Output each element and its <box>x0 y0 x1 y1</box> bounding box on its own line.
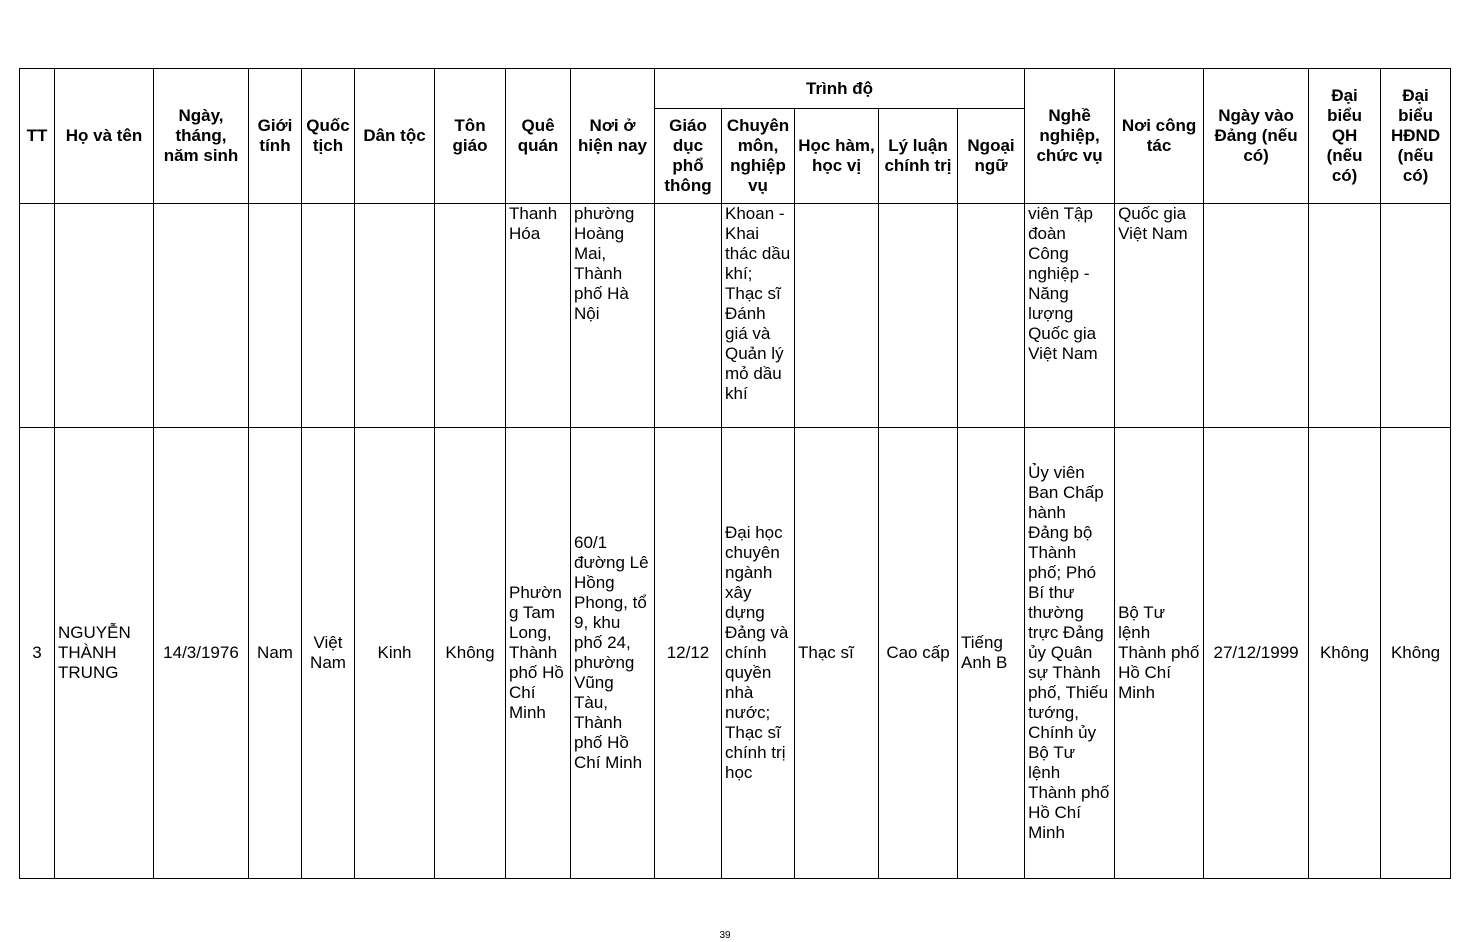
header-tt: TT <box>20 69 55 204</box>
cell-giao-duc-cont <box>655 204 722 428</box>
cell-ngoai-ngu: Tiếng Anh B <box>958 427 1025 878</box>
header-giao-duc: Giáo dục phổ thông <box>655 109 722 204</box>
cell-ton-giao: Không <box>435 427 506 878</box>
cell-dan-toc: Kinh <box>355 427 435 878</box>
header-ngoai-ngu: Ngoại ngữ <box>958 109 1025 204</box>
page-number: 39 <box>719 930 731 941</box>
cell-que-quan: Phường Tam Long, Thành phố Hồ Chí Minh <box>506 427 571 878</box>
cell-ho-va-ten-cont <box>55 204 154 428</box>
header-dan-toc: Dân tộc <box>355 69 435 204</box>
cell-hoc-ham: Thạc sĩ <box>795 427 879 878</box>
header-noi-cong-tac: Nơi công tác <box>1115 69 1204 204</box>
header-ngay-sinh: Ngày, tháng, năm sinh <box>154 69 249 204</box>
header-row-1 <box>20 69 1451 109</box>
header-dai-bieu-qh: Đại biểu QH (nếu có) <box>1309 69 1381 204</box>
cell-tt-cont <box>20 204 55 428</box>
cell-chuyen-mon-cont: Khoan - Khai thác dầu khí; Thạc sĩ Đánh giá và Quản lý mỏ dầu khí <box>722 204 795 428</box>
cell-noi-o-cont: phường Hoàng Mai, Thành phố Hà Nội <box>571 204 655 428</box>
table-row <box>20 427 1451 878</box>
cell-dai-bieu-qh: Không <box>1309 427 1381 878</box>
cell-ly-luan-cont <box>879 204 958 428</box>
header-ngay-vao-dang: Ngày vào Đảng (nếu có) <box>1204 69 1309 204</box>
cell-chuyen-mon: Đại học chuyên ngành xây dựng Đảng và chính quyền nhà nước; Thạc sĩ chính trị học <box>722 427 795 878</box>
cell-giao-duc: 12/12 <box>655 427 722 878</box>
cell-ho-va-ten: NGUYỄN THÀNH TRUNG <box>55 427 154 878</box>
cell-quoc-tich-cont <box>302 204 355 428</box>
header-nghe-nghiep: Nghề nghiệp, chức vụ <box>1025 69 1115 204</box>
cell-que-quan-cont: Thanh Hóa <box>506 204 571 428</box>
cell-nghe-nghiep-cont: viên Tập đoàn Công nghiệp - Năng lượng Quốc gia Việt Nam <box>1025 204 1115 428</box>
cell-dai-bieu-hdnd-cont <box>1381 204 1451 428</box>
cell-nghe-nghiep: Ủy viên Ban Chấp hành Đảng bộ Thành phố; Phó Bí thư thường trực Đảng ủy Quân sự Thành phố, Thiếu tướng, Chính ủy Bộ Tư lệnh Thành phố Hồ Chí Minh <box>1025 427 1115 878</box>
cell-ngay-vao-dang: 27/12/1999 <box>1204 427 1309 878</box>
candidate-table <box>19 68 1451 879</box>
cell-ngay-vao-dang-cont <box>1204 204 1309 428</box>
header-ly-luan: Lý luận chính trị <box>879 109 958 204</box>
cell-noi-o: 60/1 đường Lê Hồng Phong, tổ 9, khu phố 24, phường Vũng Tàu, Thành phố Hồ Chí Minh <box>571 427 655 878</box>
header-dai-bieu-hdnd: Đại biểu HĐND (nếu có) <box>1381 69 1451 204</box>
header-ho-va-ten: Họ và tên <box>55 69 154 204</box>
cell-noi-cong-tac-cont: Quốc gia Việt Nam <box>1115 204 1204 428</box>
header-trinh-do: Trình độ <box>655 69 1025 109</box>
cell-gioi-tinh: Nam <box>249 427 302 878</box>
header-quoc-tich: Quốc tịch <box>302 69 355 204</box>
cell-ngay-sinh: 14/3/1976 <box>154 427 249 878</box>
header-noi-o: Nơi ở hiện nay <box>571 69 655 204</box>
cell-tt: 3 <box>20 427 55 878</box>
cell-hoc-ham-cont <box>795 204 879 428</box>
header-gioi-tinh: Giới tính <box>249 69 302 204</box>
cell-gioi-tinh-cont <box>249 204 302 428</box>
continuation-row <box>20 204 1451 428</box>
cell-dai-bieu-qh-cont <box>1309 204 1381 428</box>
cell-ton-giao-cont <box>435 204 506 428</box>
header-chuyen-mon: Chuyên môn, nghiệp vụ <box>722 109 795 204</box>
header-hoc-ham: Học hàm, học vị <box>795 109 879 204</box>
header-que-quan: Quê quán <box>506 69 571 204</box>
cell-quoc-tich: Việt Nam <box>302 427 355 878</box>
cell-ngoai-ngu-cont <box>958 204 1025 428</box>
cell-dan-toc-cont <box>355 204 435 428</box>
cell-ngay-sinh-cont <box>154 204 249 428</box>
cell-dai-bieu-hdnd: Không <box>1381 427 1451 878</box>
cell-noi-cong-tac: Bộ Tư lệnh Thành phố Hồ Chí Minh <box>1115 427 1204 878</box>
header-ton-giao: Tôn giáo <box>435 69 506 204</box>
cell-ly-luan: Cao cấp <box>879 427 958 878</box>
